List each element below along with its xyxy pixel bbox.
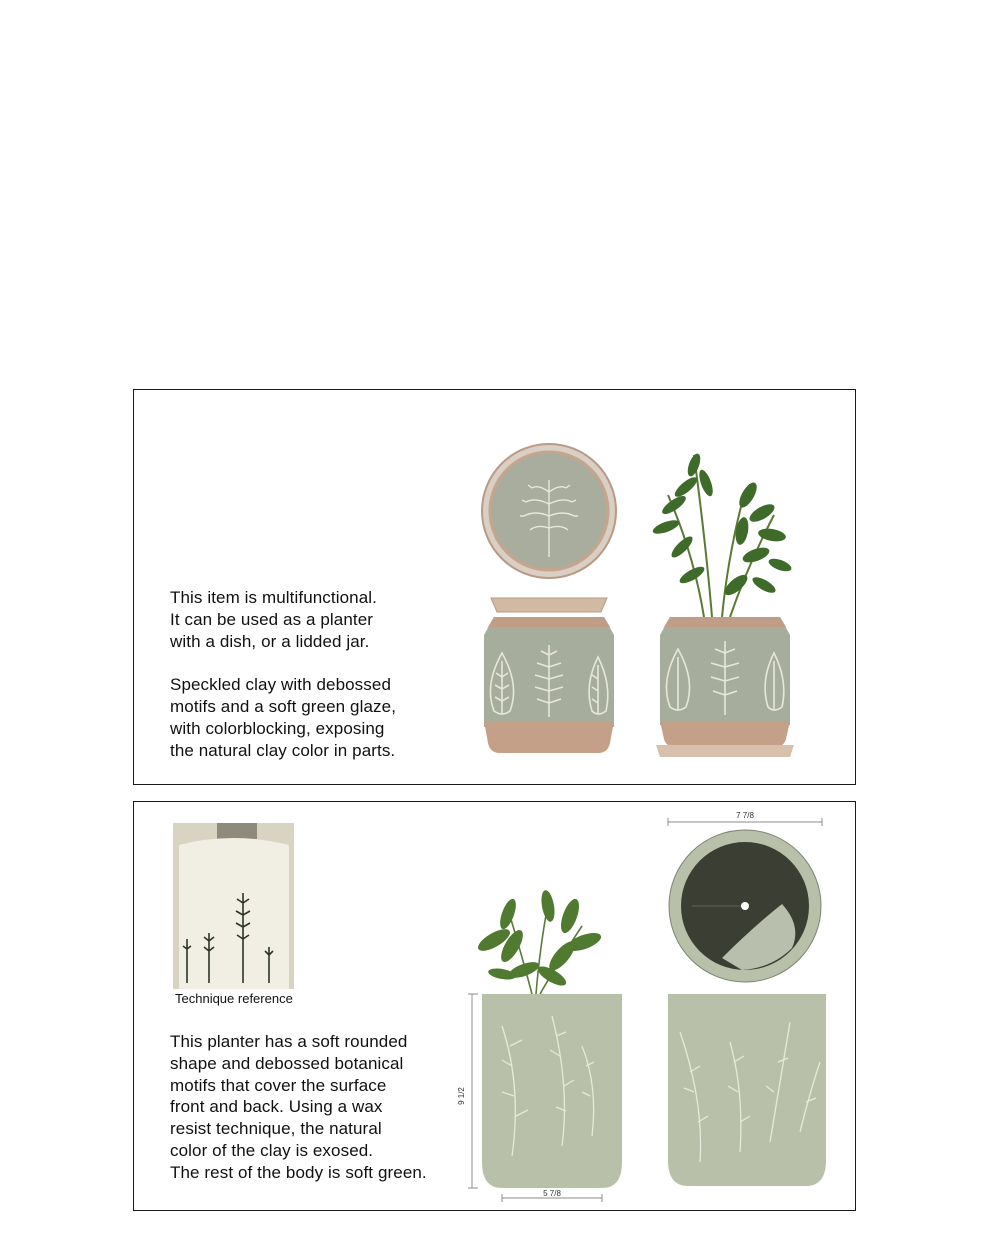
desc-line: the natural clay color in parts.	[170, 740, 396, 760]
top-diameter-dimension: 7 7/8	[736, 811, 754, 820]
desc-line: front and back. Using a wax	[170, 1097, 383, 1117]
desc-line: motifs and a soft green glaze,	[170, 697, 397, 717]
planter-top-view-image	[662, 808, 832, 998]
panel2-description	[170, 1031, 470, 1184]
desc-line: with colorblocking, exposing	[170, 718, 385, 738]
planter-front-view-image	[452, 886, 632, 1208]
panel1-description	[170, 587, 460, 762]
base-width-dimension: 5 7/8	[543, 1189, 561, 1198]
desc-line: shape and debossed botanical	[170, 1053, 404, 1073]
product-panel-botanical-planter	[133, 801, 856, 1211]
technique-caption: Technique reference	[175, 991, 293, 1006]
desc-line: This item is multifunctional.	[170, 588, 377, 607]
desc-line: resist technique, the natural	[170, 1119, 382, 1139]
desc-line: Speckled clay with debossed	[170, 675, 391, 695]
height-dimension: 9 1/2	[457, 1087, 466, 1105]
desc-line: The rest of the body is soft green.	[170, 1162, 427, 1182]
planter-back-view-image	[660, 992, 832, 1192]
lid-top-view-image	[480, 442, 618, 580]
jar-body-image	[480, 617, 618, 757]
desc-line: with a dish, or a lidded jar.	[170, 631, 370, 651]
desc-line: It can be used as a planter	[170, 609, 374, 629]
desc-line: This planter has a soft rounded	[170, 1032, 408, 1051]
desc-line: color of the clay is exosed.	[170, 1140, 374, 1160]
planter-with-plant-image	[644, 435, 804, 760]
dish-image	[489, 595, 609, 615]
desc-line: motifs that cover the surface	[170, 1075, 387, 1095]
technique-reference-image	[173, 823, 294, 989]
product-panel-lidded-jar	[133, 389, 856, 785]
